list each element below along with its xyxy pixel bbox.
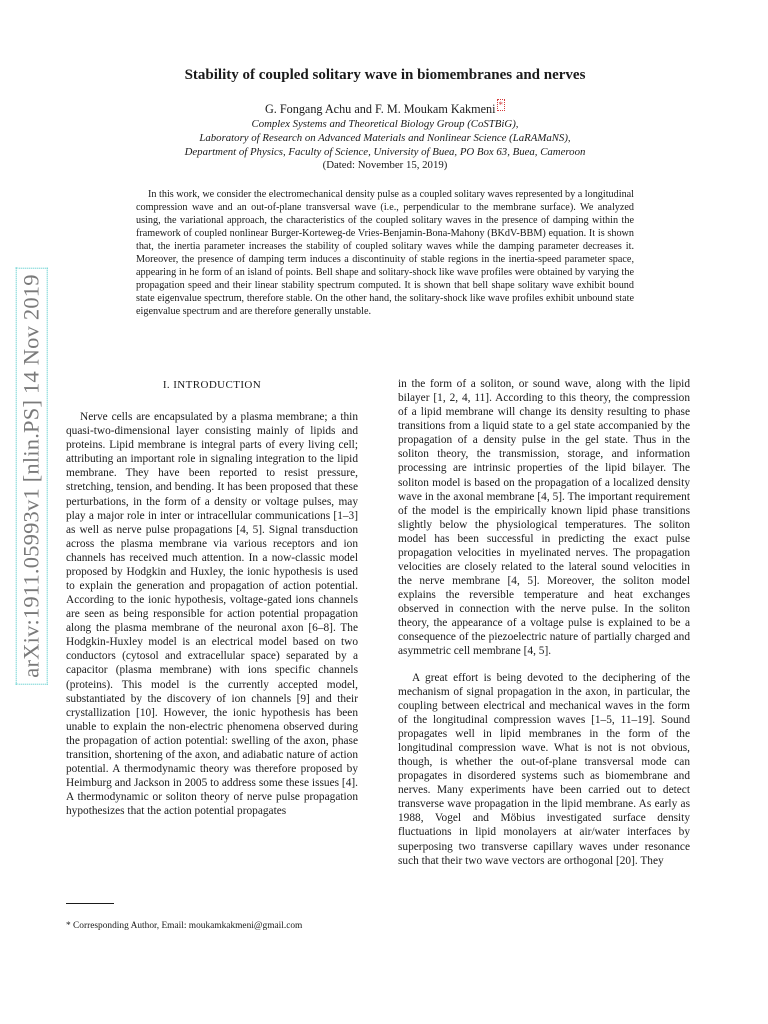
affiliation-line-2: Laboratory of Research on Advanced Materials and Nonlinear Science (LaRAMaNS),: [199, 132, 571, 145]
section-heading: I. INTRODUCTION: [162, 379, 262, 391]
intro-paragraph-3: A great effort is being devoted to the deciphering of the mechanism of signal propagation in the axon, in particular, the coupling between electrical and mechanical waves in the form of the longitudinal compression waves [1–5, 11–19]. Sound propagates well in lipid membranes in the form of the longitudinal compression wave. What is not is not obvious, though, is whether the out-of-plane transversal mode can propagates in disordered systems such as biomembrane and nerves. Many experiments have been carried out to detect transverse wave propagation in the lipid membrane. As early as 1988, Vogel and Möbius investigated surface density fluctuations in lipid monolayers at air/water interfaces by superposing two transverse capillary waves under resonance such that their two wave vectors are orthogonal [20]. They: [398, 671, 690, 867]
arxiv-identifier-stamp[interactable]: [14, 236, 50, 716]
left-column: [66, 376, 358, 818]
affiliation-line-1: Complex Systems and Theoretical Biology Group (CoSTBiG),: [251, 118, 519, 131]
arxiv-identifier[interactable]: arXiv:1911.05993v1 [nlin.PS] 14 Nov 2019: [16, 267, 48, 684]
abstract: In this work, we consider the electromechanical density pulse as a coupled solitary waves represented by a longitudinal compression wave and an out-of-plane transversal wave (i.e., perpendicular to the membrane surface). We analyzed using, the variational approach, the characteristics of the coupled solitary waves in the presence of damping within the framework of coupled nonlinear Burger-Korteweg-de Vries-Benjamin-Bona-Mahony (BKdV-BBM) equation. It is shown that, the inertia parameter increases the stability of coupled solitary waves while the damping parameter decreases it. Moreover, the presence of damping term induces a discontinuity of stable regions in the inertia-speed parameter space, appearing in he form of an island of points. Bell shape and solitary-shock like wave profiles were obtained by varying the propagation speed and their linear stability spectrum computed. It is shown that bell shape solitary wave exhibit bound state eigenvalue spectrum, therefore stable. On the other hand, the solitary-shock like wave profiles exhibit unbound state eigenvalue spectrum and are therefore generally unstable.: [136, 189, 635, 317]
intro-paragraph-1: Nerve cells are encapsulated by a plasma membrane; a thin quasi-two-dimensional layer consisting mainly of lipids and proteins. Lipid membrane is integral parts of every living cell; attributing an important role in signaling integration to the lipid membrane. They have been reported to resist pressure, stretching, tension, and bending. It has been proposed that these perturbations, in the form of a density or voltage pulses, may play a major role in inter or intracellular communications [1–3] as well as nerve pulse propagations [4, 5]. Signal transduction across the plasma membrane via various receptors and ion channels has received much attention. In a now-classic model proposed by Hodgkin and Huxley, the ionic hypothesis is used to explain the generation and propagation of action potential. According to the ionic hypothesis, voltage-gated ions channels are seen as being responsible for action potential propagation along the plasma membrane of the neuronal axon [6–8]. The Hodgkin-Huxley model is an electrical model based on two conductors (cytosol and extracellular space) separated by a capacitor (plasma membrane) with ions specific channels (proteins). This model is the currently accepted model, substantiated by the discovery of ion channels [9] and their crystallization [10]. However, the ionic hypothesis has been unable to explain the non-electric phenomena observed during the propagation of action potential: swelling of the axon, phase transition, shortening of the axon, and adiabatic nature of action potential. A thermodynamic theory was therefore proposed by Heimburg and Jackson in 2005 to address some these issues [4]. A thermodynamic or soliton theory of nerve pulse propagation hypothesizes that the action potential propagates: [66, 411, 358, 818]
paper-title: Stability of coupled solitary wave in biomembranes and nerves: [184, 67, 586, 83]
footnote: * Corresponding Author, Email: moukamkakmeni@gmail.com: [66, 921, 303, 931]
intro-paragraph-2: in the form of a soliton, or sound wave, along with the lipid bilayer [1, 2, 4, 11]. According to this theory, the compression of a lipid membrane will change its density resulting to phase transitions from a liquid state to a gel state accompanied by the propagation of a density pulse in the gel state. Thus in the soliton theory, the transmission, storage, and information processing are intrinsic properties of the lipid bilayer. The soliton model is based on the propagation of a localized density wave in the axonal membrane [4, 5]. The important requirement of the model is the empirically known lipid phase transitions slightly below the physiological temperatures. The soliton model has been successful in predicting the exact pulse propagation velocities in myelinated nerves. The propagation velocities are closely related to the lateral sound velocities in the nerve membrane [4, 5]. Moreover, the soliton model explains the reversible temperature and heat exchanges observed in connection with the nerve pulse. In the soliton theory, the appearance of a voltage pulse is explained to be a consequence of the piezoelectric nature of partially charged and asymmetric cell membrane [4, 5].: [398, 378, 690, 658]
paper-header: [100, 66, 670, 172]
affiliation-line-3: Department of Physics, Faculty of Science, University of Buea, PO Box 63, Buea, Cameroon: [184, 146, 586, 159]
footnote-divider: [66, 903, 114, 904]
authors: G. Fongang Achu and F. M. Moukam Kakmeni: [264, 102, 496, 117]
author-line: [100, 98, 670, 117]
corresponding-author-mark[interactable]: *: [498, 100, 504, 110]
dated-line: (Dated: November 15, 2019): [322, 159, 448, 172]
right-column: [398, 377, 690, 868]
